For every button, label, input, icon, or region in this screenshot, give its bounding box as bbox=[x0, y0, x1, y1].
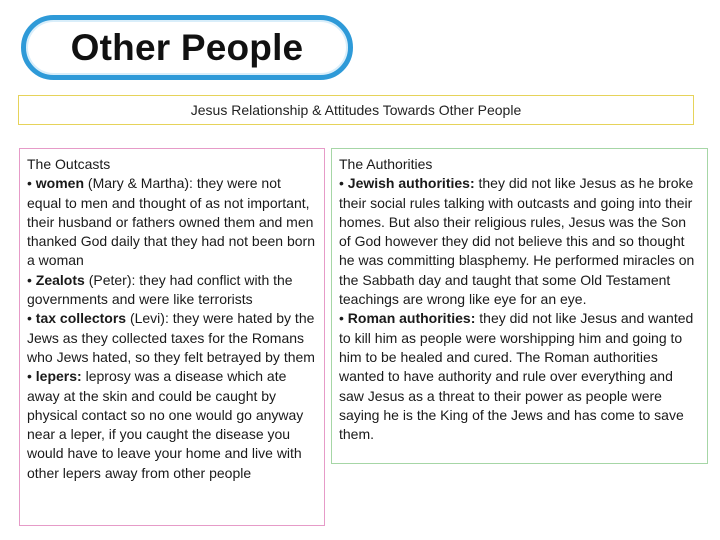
authorities-heading: The Authorities bbox=[339, 156, 433, 172]
item-term: tax collectors bbox=[35, 310, 127, 327]
item-term: lepers: bbox=[35, 368, 82, 385]
outcasts-item-zealots bbox=[27, 271, 318, 310]
item-text: (Mary & Martha): they were not equal to men and thought of as not important, their husband or fathers owned them and men thanked God daily that they had not been born a woman bbox=[27, 175, 315, 269]
page-title: Other People bbox=[70, 26, 304, 68]
outcasts-item-women bbox=[27, 174, 318, 270]
bullet: • bbox=[27, 175, 32, 192]
outcasts-heading: The Outcasts bbox=[27, 156, 111, 172]
bullet: • bbox=[27, 310, 32, 327]
bullet: • bbox=[339, 310, 344, 327]
item-term: Zealots bbox=[35, 271, 85, 288]
item-text: (Peter): they had conflict with the governments and were like terrorists bbox=[27, 271, 293, 308]
item-term: Jewish authorities: bbox=[347, 175, 475, 192]
item-text: they did not like Jesus as he broke their social rules talking with outcasts and going into their homes. But also their religious rules, Jesus was the Son of God however they did not believe this and so thought he was committing blasphemy. He performed miracles on the Sabbath day and taught that some Old Testament teachings are wrong like eye for an eye. bbox=[339, 175, 695, 308]
page-subtitle: Jesus Relationship & Attitudes Towards Other People bbox=[190, 102, 522, 118]
item-text: leprosy was a disease which ate away at the skin and could be caught by physical contact so no one would go anyway near a leper, if you caught the disease you would have to leave your home and live with other lepers away from other people bbox=[27, 368, 304, 481]
outcasts-item-tax-collectors bbox=[27, 309, 318, 367]
authorities-item-jewish bbox=[339, 174, 701, 309]
bullet: • bbox=[339, 175, 344, 192]
item-term: women bbox=[35, 175, 85, 192]
bullet: • bbox=[27, 368, 32, 385]
outcasts-item-lepers bbox=[27, 367, 318, 483]
outcasts-panel bbox=[19, 148, 325, 526]
title-banner bbox=[21, 15, 353, 80]
item-text: they did not like Jesus and wanted to kill him as people were worshipping him and going to him to be healed and cured. The Roman authorities wanted to have authority and rule over everything and saw Jesus as a threat to their power as people were saying he is the King of the Jews and has come to save them. bbox=[339, 310, 694, 443]
item-text: (Levi): they were hated by the Jews as they collected taxes for the Romans who Jews hated, so they felt betrayed by them bbox=[27, 310, 315, 365]
item-term: Roman authorities: bbox=[347, 310, 476, 327]
authorities-item-roman bbox=[339, 309, 701, 444]
bullet: • bbox=[27, 271, 32, 288]
authorities-panel bbox=[331, 148, 708, 464]
subtitle-box bbox=[18, 95, 694, 125]
